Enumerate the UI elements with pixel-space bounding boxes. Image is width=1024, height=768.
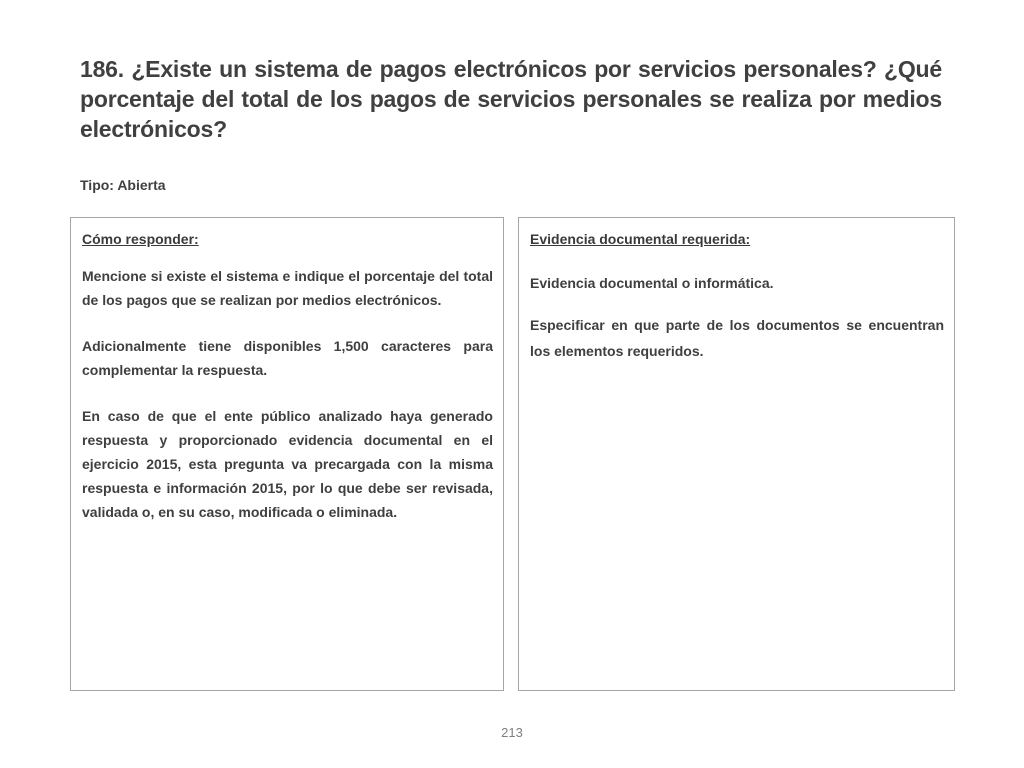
how-to-answer-paragraph: Adicionalmente tiene disponibles 1,500 caracteres para complementar la respuesta. <box>82 338 493 378</box>
question-title: 186. ¿Existe un sistema de pagos electrónicos por servicios personales? ¿Qué porcentaje del total de los pagos de servicios personales se realiza por medios electrónicos? <box>80 56 942 142</box>
evidence-paragraph: Especificar en que parte de los documentos se encuentran los elementos requeridos. <box>530 317 944 359</box>
how-to-answer-paragraph: En caso de que el ente público analizado haya generado respuesta y proporcionado evidencia documental en el ejercicio 2015, esta pregunta va precargada con la misma respuesta e información 2015, por lo que debe ser revisada, validada o, en su caso, modificada o eliminada. <box>82 408 493 520</box>
page-number: 213 <box>501 725 523 740</box>
evidence-paragraph: Evidencia documental o informática. <box>530 275 774 291</box>
how-to-answer-panel <box>70 217 504 691</box>
evidence-heading: Evidencia documental requerida: <box>530 231 751 247</box>
how-to-answer-paragraph: Mencione si existe el sistema e indique el porcentaje del total de los pagos que se realizan por medios electrónicos. <box>82 268 493 308</box>
question-type: Tipo: Abierta <box>80 177 166 193</box>
how-to-answer-heading: Cómo responder: <box>82 231 199 247</box>
evidence-panel <box>518 217 955 691</box>
